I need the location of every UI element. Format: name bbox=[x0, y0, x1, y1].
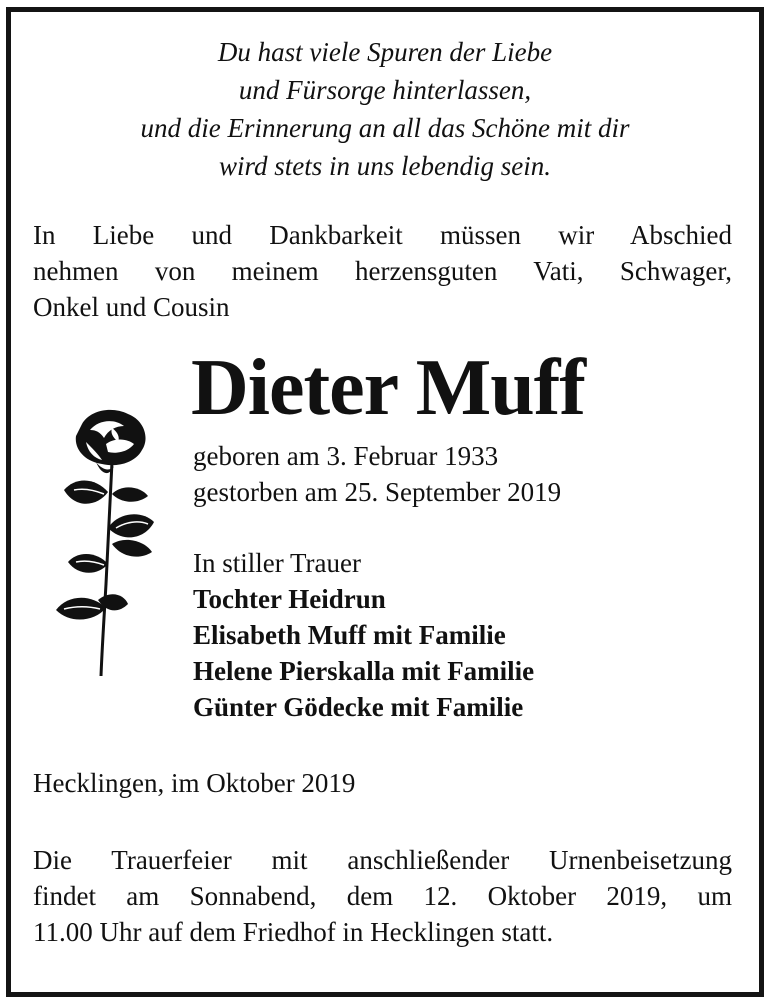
mourner-name: Günter Gödecke mit Familie bbox=[193, 692, 524, 722]
intro-line: Onkel und Cousin bbox=[33, 292, 230, 322]
deceased-name: Dieter Muff bbox=[191, 344, 585, 432]
mourners-heading: In stiller Trauer bbox=[193, 548, 361, 578]
place-date: Hecklingen, im Oktober 2019 bbox=[33, 768, 356, 798]
birth-date: geboren am 3. Februar 1933 bbox=[193, 441, 499, 471]
mourners-block bbox=[193, 545, 534, 725]
poem-line: und Fürsorge hinterlassen, bbox=[238, 75, 532, 105]
poem-line: Du hast viele Spuren der Liebe bbox=[217, 37, 553, 67]
service-line: 11.00 Uhr auf dem Friedhof in Hecklingen statt. bbox=[33, 917, 554, 947]
mourner-name: Helene Pierskalla mit Familie bbox=[193, 656, 535, 686]
death-date: gestorben am 25. September 2019 bbox=[193, 477, 562, 507]
service-line: findet am Sonnabend, dem 12. Oktober 2019, um bbox=[33, 881, 732, 911]
intro-text bbox=[33, 217, 732, 325]
memorial-poem bbox=[40, 33, 730, 185]
rose-icon bbox=[52, 404, 162, 680]
intro-line: nehmen von meinem herzensguten Vati, Schwager, bbox=[33, 256, 732, 286]
intro-line: In Liebe und Dankbarkeit müssen wir Abschied bbox=[33, 220, 732, 250]
poem-line: wird stets in uns lebendig sein. bbox=[219, 151, 551, 181]
service-line: Die Trauerfeier mit anschließender Urnenbeisetzung bbox=[33, 845, 732, 875]
service-info bbox=[33, 842, 732, 950]
mourner-name: Elisabeth Muff mit Familie bbox=[193, 620, 506, 650]
poem-line: und die Erinnerung an all das Schöne mit dir bbox=[140, 113, 630, 143]
life-dates bbox=[193, 438, 561, 510]
mourner-name: Tochter Heidrun bbox=[193, 584, 386, 614]
